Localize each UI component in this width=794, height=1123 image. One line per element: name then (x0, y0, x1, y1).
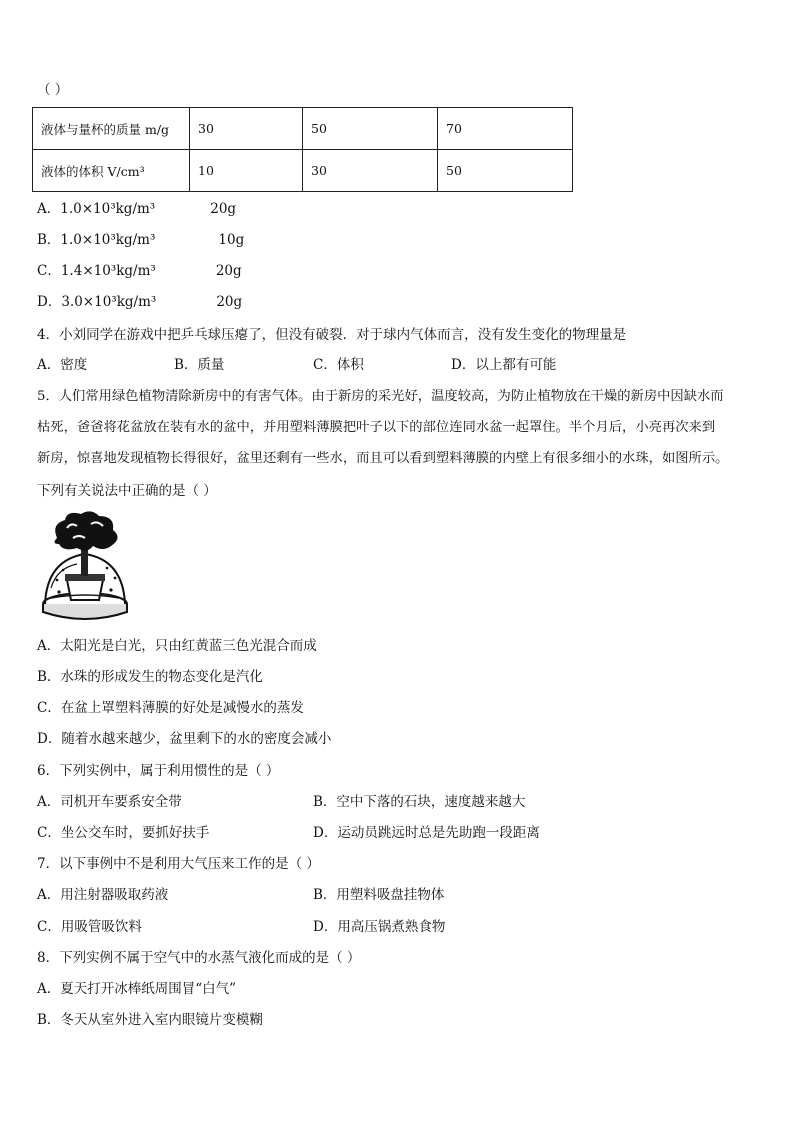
q5-stem-line-1: 5．人们常用绿色植物清除新房中的有害气体。由于新房的采光好，温度较高，为防止植物放在干燥的新房中因缺水而 (37, 389, 724, 404)
q3-option-a: A．1.0×10³kg/m³ 20g (37, 201, 237, 217)
option-d: D．运动员跳远时总是先助跑一段距离 (313, 825, 540, 841)
plant-under-film-figure (37, 508, 133, 620)
option-d: D．用高压锅煮熟食物 (313, 919, 446, 935)
q7-options-row-1 (37, 885, 737, 905)
q5-option-c: C．在盆上罩塑料薄膜的好处是减慢水的蒸发 (37, 700, 304, 716)
table-row (33, 150, 573, 192)
table-row (33, 108, 573, 150)
q7-options-row-2 (37, 917, 737, 937)
option-a: A．用注射器吸取药液 (37, 887, 169, 903)
q3-option-b: B．1.0×10³kg/m³ 10g (37, 232, 245, 248)
q5-option-a: A．太阳光是白光，只由红黄蓝三色光混合而成 (37, 638, 317, 654)
table-cell: 70 (438, 108, 573, 150)
q5-option-d: D．随着水越来越少，盆里剩下的水的密度会减小 (37, 731, 332, 747)
q3-option-d: D．3.0×10³kg/m³ 20g (37, 294, 243, 310)
option-c: C．坐公交车时，要抓好扶手 (37, 825, 210, 841)
option-b: B．质量 (174, 357, 225, 373)
table-cell-label: 液体与量杯的质量 m/g (33, 108, 190, 150)
option-d: D．以上都有可能 (451, 357, 557, 373)
option-a: A．司机开车要系安全带 (37, 794, 182, 810)
data-table (32, 107, 573, 192)
option-b: B．空中下落的石块，速度越来越大 (313, 794, 526, 810)
table-cell: 50 (303, 108, 438, 150)
q4-stem: 4．小刘同学在游戏中把乒乓球压瘪了，但没有破裂．对于球内气体而言，没有发生变化的物理量是 (37, 327, 627, 343)
q5-stem-line-4: 下列有关说法中正确的是（ ） (37, 483, 217, 499)
q8-stem: 8．下列实例不属于空气中的水蒸气液化而成的是（ ） (37, 950, 361, 966)
table-cell: 10 (190, 150, 303, 192)
table-cell: 50 (438, 150, 573, 192)
q4-options (37, 355, 737, 375)
q3-answer-paren: （ ） (37, 82, 69, 98)
q5-stem-line-2: 枯死，爸爸将花盆放在装有水的盆中，并用塑料薄膜把叶子以下的部位连同水盆一起罩住。半个月后，小亮再次来到 (37, 420, 716, 435)
option-b: B．用塑料吸盘挂物体 (313, 887, 445, 903)
option-a: A．密度 (37, 357, 88, 373)
q7-stem: 7．以下事例中不是利用大气压来工作的是（ ） (37, 856, 320, 872)
q5-stem-line-3: 新房，惊喜地发现植物长得很好，盆里还剩有一些水，而且可以看到塑料薄膜的内壁上有很多细小的水珠，如图所示。 (37, 451, 729, 466)
q6-stem: 6．下列实例中，属于利用惯性的是（ ） (37, 763, 280, 779)
q5-option-b: B．水珠的形成发生的物态变化是汽化 (37, 669, 263, 685)
option-c: C．用吸管吸饮料 (37, 919, 142, 935)
q6-options-row-1 (37, 792, 737, 812)
q6-options-row-2 (37, 823, 737, 843)
table-cell-label: 液体的体积 V/cm³ (33, 150, 190, 192)
q8-option-b: B．冬天从室外进入室内眼镜片变模糊 (37, 1012, 263, 1028)
table-cell: 30 (190, 108, 303, 150)
q8-option-a: A．夏天打开冰棒纸周围冒“白气” (37, 981, 237, 997)
option-c: C．体积 (313, 357, 364, 373)
q3-option-c: C．1.4×10³kg/m³ 20g (37, 263, 242, 279)
table-cell: 30 (303, 150, 438, 192)
